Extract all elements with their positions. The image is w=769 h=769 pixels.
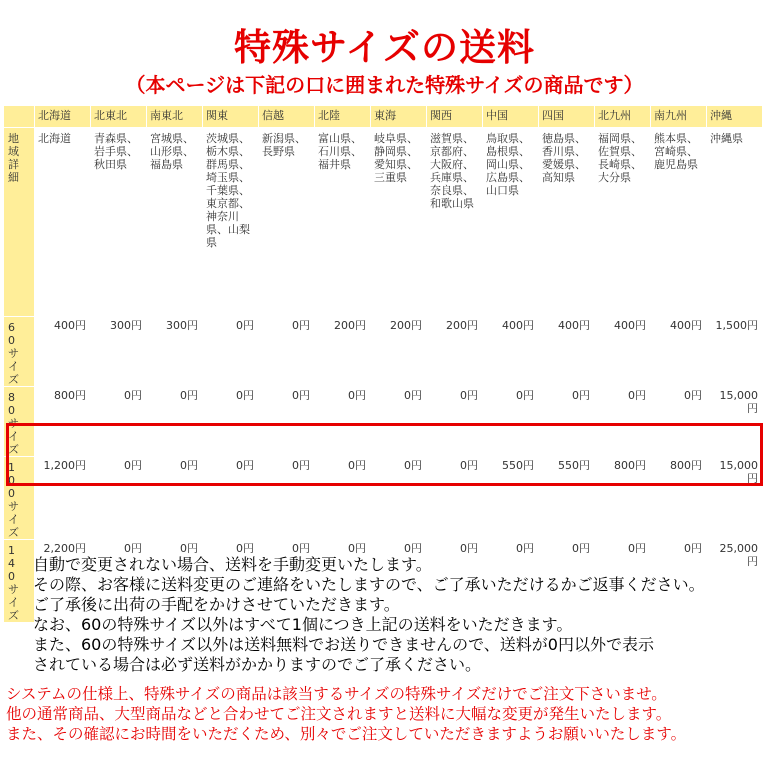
note-line: なお、60の特殊サイズ以外はすべて1個につき上記の送料をいただきます。: [33, 615, 573, 634]
fee-cell: 1,500円: [707, 317, 763, 387]
fee-cell: 0円: [203, 457, 259, 540]
fee-cell: 300円: [147, 317, 203, 387]
fee-cell: 0円: [427, 540, 483, 623]
shipping-fee-table: [3, 105, 763, 623]
fee-cell: 0円: [259, 387, 315, 457]
fee-cell: 0円: [259, 540, 315, 623]
fee-cell: 0円: [371, 540, 427, 623]
fee-cell: 0円: [203, 540, 259, 623]
prefecture-row: [4, 128, 763, 317]
note-line: また、60の特殊サイズ以外は送料無料でお送りできませんので、送料が0円以外で表示: [33, 635, 654, 654]
prefecture-cell: 滋賀県、京都府、大阪府、兵庫県、奈良県、和歌山県: [427, 128, 483, 317]
fee-cell: 0円: [483, 387, 539, 457]
fee-cell: 400円: [483, 317, 539, 387]
region-header: 四国: [539, 106, 595, 128]
fee-cell: 0円: [315, 457, 371, 540]
fee-cell: 0円: [147, 387, 203, 457]
fee-cell: 0円: [91, 457, 147, 540]
prefecture-cell: 徳島県、香川県、愛媛県、高知県: [539, 128, 595, 317]
fee-cell: 0円: [147, 457, 203, 540]
note-line: その際、お客様に送料変更のご連絡をいたしますので、ご了承いただけるかご返事ください。: [33, 575, 705, 594]
fee-cell: 0円: [315, 540, 371, 623]
size-row-100: [4, 457, 763, 540]
fee-cell: 0円: [483, 540, 539, 623]
fee-cell: 0円: [91, 387, 147, 457]
prefecture-cell: 岐阜県、静岡県、愛知県、三重県: [371, 128, 427, 317]
region-header: 東海: [371, 106, 427, 128]
fee-cell: 800円: [35, 387, 91, 457]
prefecture-cell: 新潟県、長野県: [259, 128, 315, 317]
fee-cell: 0円: [203, 317, 259, 387]
fee-cell: 0円: [371, 387, 427, 457]
prefecture-cell: 宮城県、山形県、福島県: [147, 128, 203, 317]
fee-cell: 0円: [147, 540, 203, 623]
region-header: 北九州: [595, 106, 651, 128]
prefecture-cell: 富山県、石川県、福井県: [315, 128, 371, 317]
fee-cell: 300円: [91, 317, 147, 387]
prefecture-cell: 福岡県、佐賀県、長崎県、大分県: [595, 128, 651, 317]
size-label: 100サイズ: [8, 461, 19, 539]
region-header-row: [4, 106, 763, 128]
fee-cell: 15,000円: [707, 457, 763, 540]
fee-cell: 800円: [595, 457, 651, 540]
fee-cell: 200円: [371, 317, 427, 387]
warning-line: システムの仕様上、特殊サイズの商品は該当するサイズの特殊サイズだけでご注文下さいませ。: [6, 685, 667, 703]
region-detail-label: 地域詳細: [8, 132, 19, 184]
warning-block: [6, 684, 766, 744]
fee-cell: 0円: [259, 317, 315, 387]
fee-cell: 0円: [539, 387, 595, 457]
size-label: 140サイズ: [8, 544, 19, 622]
page-title: 特殊サイズの送料: [233, 26, 536, 69]
note-line: ご了承後に出荷の手配をかけさせていただきます。: [33, 595, 400, 614]
prefecture-cell: 鳥取県、島根県、岡山県、広島県、山口県: [483, 128, 539, 317]
fee-cell: 550円: [539, 457, 595, 540]
fee-cell: 550円: [483, 457, 539, 540]
fee-cell: 2,200円: [35, 540, 91, 623]
fee-cell: 25,000円: [707, 540, 763, 623]
fee-cell: 0円: [427, 457, 483, 540]
note-line: されている場合は必ず送料がかかりますのでご了承ください。: [33, 655, 482, 674]
region-header: 南東北: [147, 106, 203, 128]
fee-cell: 800円: [651, 457, 707, 540]
fee-cell: 0円: [427, 387, 483, 457]
fee-cell: 0円: [259, 457, 315, 540]
notes-block: [33, 555, 763, 675]
fee-cell: 200円: [315, 317, 371, 387]
fee-cell: 15,000円: [707, 387, 763, 457]
size-label: 80サイズ: [8, 391, 19, 456]
region-header: 信越: [259, 106, 315, 128]
region-header: 沖縄: [707, 106, 763, 128]
note-line: 自動で変更されない場合、送料を手動変更いたします。: [33, 555, 432, 574]
fee-cell: 400円: [35, 317, 91, 387]
region-header: 中国: [483, 106, 539, 128]
size-row-60: [4, 317, 763, 387]
prefecture-cell: 青森県、岩手県、秋田県: [91, 128, 147, 317]
fee-cell: 400円: [595, 317, 651, 387]
warning-line: また、その確認にお時間をいただくため、別々でご注文していただきますようお願いいたします。: [6, 725, 687, 743]
region-header: 関東: [203, 106, 259, 128]
corner-cell: [4, 106, 35, 128]
warning-line: 他の通常商品、大型商品などと合わせてご注文されますと送料に大幅な変更が発生いたします。: [6, 705, 672, 723]
prefecture-cell: 熊本県、宮崎県、鹿児島県: [651, 128, 707, 317]
fee-cell: 0円: [651, 387, 707, 457]
fee-cell: 0円: [595, 540, 651, 623]
size-row-80: [4, 387, 763, 457]
fee-cell: 0円: [371, 457, 427, 540]
fee-cell: 200円: [427, 317, 483, 387]
fee-cell: 0円: [539, 540, 595, 623]
fee-cell: 400円: [539, 317, 595, 387]
fee-cell: 0円: [203, 387, 259, 457]
region-header: 北陸: [315, 106, 371, 128]
fee-cell: 400円: [651, 317, 707, 387]
prefecture-cell: 北海道: [35, 128, 91, 317]
fee-cell: 0円: [315, 387, 371, 457]
fee-cell: 0円: [91, 540, 147, 623]
fee-cell: 1,200円: [35, 457, 91, 540]
size-label: 60サイズ: [8, 321, 19, 386]
region-header: 北東北: [91, 106, 147, 128]
prefecture-cell: 茨城県、栃木県、群馬県、埼玉県、千葉県、東京都、神奈川県、山梨県: [203, 128, 259, 317]
prefecture-cell: 沖縄県: [707, 128, 763, 317]
region-header: 北海道: [35, 106, 91, 128]
fee-cell: 0円: [651, 540, 707, 623]
region-header: 関西: [427, 106, 483, 128]
fee-cell: 0円: [595, 387, 651, 457]
region-header: 南九州: [651, 106, 707, 128]
page-subtitle: （本ページは下記の口に囲まれた特殊サイズの商品です）: [125, 73, 644, 97]
